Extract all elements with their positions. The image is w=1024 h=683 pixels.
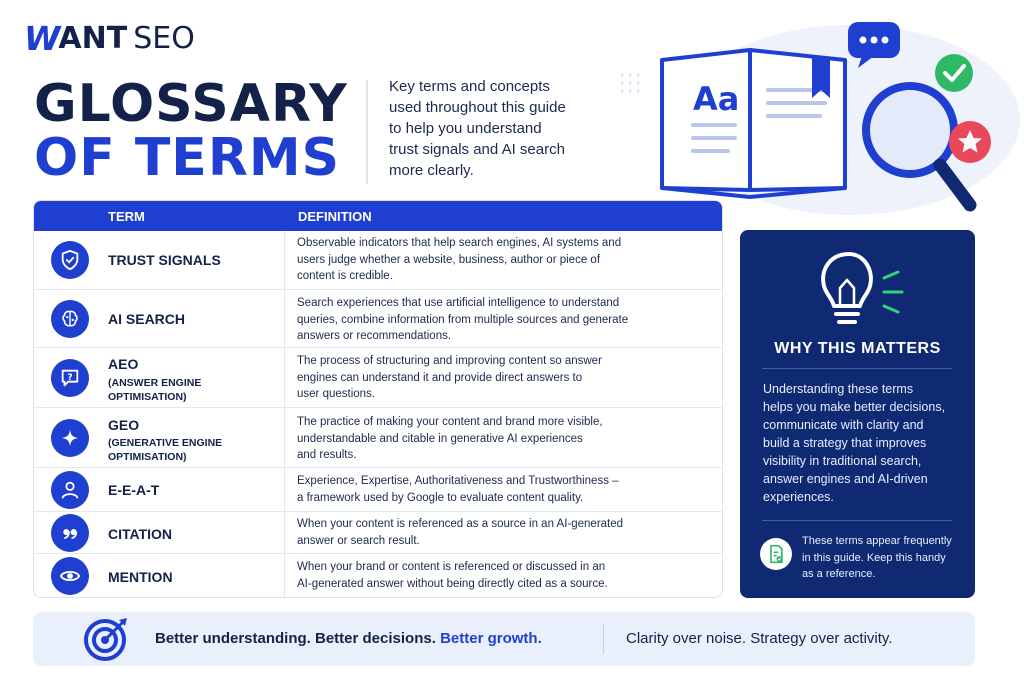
- definition-line: When your brand or content is referenced or discussed in an: [297, 561, 606, 573]
- intro-line: trust signals and AI search: [389, 141, 565, 158]
- term-definition: [297, 414, 677, 464]
- table-row: [34, 289, 723, 347]
- definition-line: and results.: [297, 449, 357, 461]
- logo-seo: SEO: [133, 20, 195, 56]
- definition-line: engines can understand it and provide direct answers to: [297, 371, 583, 384]
- hero-illustration: [600, 0, 1024, 215]
- why-note: [802, 533, 962, 583]
- glossary-table: [33, 200, 723, 598]
- why-note-line: These terms appear frequently: [802, 535, 952, 547]
- question-bubble-icon: [51, 359, 89, 397]
- definition-line: content is credible.: [297, 270, 393, 282]
- term-label: TRUST SIGNALS: [108, 252, 221, 268]
- why-text-line: answer engines and AI-driven: [763, 472, 928, 486]
- term-sublabel: (GENERATIVE ENGINE OPTIMISATION): [108, 437, 223, 463]
- why-text-line: communicate with clarity and: [763, 418, 924, 432]
- intro-text: [389, 76, 599, 181]
- table-header: [34, 201, 722, 231]
- svg-text:?: ?: [67, 371, 73, 383]
- why-note-line: as a reference.: [802, 568, 876, 580]
- definition-line: queries, combine information from multiple sources and generate: [297, 313, 629, 326]
- term-definition: [297, 473, 677, 506]
- term-label: CITATION: [108, 526, 173, 542]
- footer-slogan-highlight: Better growth.: [440, 630, 542, 647]
- definition-line: answer or search result.: [297, 534, 420, 547]
- definition-line: understandable and citable in generative AI experiences: [297, 432, 583, 445]
- footer-slogan-main: Better understanding. Better decisions.: [155, 630, 441, 647]
- why-text-line: Understanding these terms: [763, 382, 914, 396]
- why-text-line: visibility in traditional search,: [763, 454, 922, 468]
- term-definition: [297, 559, 677, 592]
- table-row: [34, 511, 723, 553]
- footer-tagline: Clarity over noise. Strategy over activity.: [626, 630, 893, 647]
- definition-line: Search experiences that use artificial intelligence to understand: [297, 297, 620, 309]
- footer-divider: [603, 624, 604, 654]
- term-definition: [297, 516, 677, 549]
- logo-w: W: [24, 18, 59, 58]
- intro-line: used throughout this guide: [389, 99, 566, 116]
- shield-check-icon: [51, 241, 89, 279]
- definition-line: a framework used by Google to evaluate content quality.: [297, 491, 584, 504]
- term-definition: [297, 353, 677, 403]
- brand-logo: [24, 18, 195, 58]
- definition-line: When your content is referenced as a source in an AI-generated: [297, 518, 624, 530]
- logo-ant: ANT: [58, 20, 128, 56]
- eye-icon: [51, 557, 89, 595]
- definition-line: The process of structuring and improving content so answer: [297, 355, 602, 367]
- definition-line: user questions.: [297, 388, 375, 400]
- column-header-definition: DEFINITION: [298, 209, 372, 224]
- term-label: MENTION: [108, 569, 173, 585]
- check-icon: [935, 54, 973, 92]
- why-text: [763, 380, 958, 506]
- column-header-term: TERM: [108, 209, 145, 224]
- term-label: AEO: [108, 356, 139, 372]
- footer-banner: [33, 612, 975, 666]
- lightbulb-icon: [812, 248, 912, 332]
- why-text-line: experiences.: [763, 490, 834, 504]
- sparkle-icon: [51, 419, 89, 457]
- user-icon: [51, 471, 89, 509]
- why-text-line: build a strategy that improves: [763, 436, 927, 450]
- why-title: WHY THIS MATTERS: [774, 340, 941, 357]
- target-icon: [83, 616, 131, 662]
- page-title-line2: OF TERMS: [34, 128, 341, 188]
- why-divider: [762, 520, 952, 521]
- why-text-line: helps you make better decisions,: [763, 400, 946, 414]
- document-check-icon: [760, 538, 792, 570]
- table-row: [34, 467, 723, 511]
- definition-line: The practice of making your content and brand more visible,: [297, 416, 603, 428]
- why-divider: [762, 368, 952, 369]
- why-note-line: in this guide. Keep this handy: [802, 551, 946, 564]
- term-definition: [297, 235, 677, 285]
- header-divider: [366, 80, 368, 184]
- star-icon: [949, 121, 991, 163]
- table-row: [34, 553, 723, 597]
- definition-line: answers or recommendations.: [297, 330, 452, 342]
- table-row: [34, 231, 723, 289]
- why-this-matters-panel: [740, 230, 975, 598]
- definition-line: Observable indicators that help search engines, AI systems and: [297, 237, 622, 249]
- definition-line: Experience, Expertise, Authoritativeness and Trustworthiness –: [297, 475, 619, 487]
- quote-icon: [51, 514, 89, 552]
- term-label: E-E-A-T: [108, 482, 160, 498]
- intro-line: more clearly.: [389, 162, 474, 179]
- book-label: Aa: [693, 80, 740, 118]
- table-row: [34, 347, 723, 407]
- term-label: GEO: [108, 417, 140, 433]
- term-definition: [297, 295, 677, 345]
- page-title-line1: GLOSSARY: [34, 74, 348, 134]
- intro-line: Key terms and concepts: [389, 78, 550, 95]
- term-label: AI SEARCH: [108, 311, 186, 327]
- definition-line: users judge whether a website, business, author or piece of: [297, 253, 601, 266]
- open-book-icon: [662, 50, 845, 197]
- term-sublabel: (ANSWER ENGINE OPTIMISATION): [108, 377, 202, 403]
- table-row: [34, 407, 723, 467]
- intro-line: to help you understand: [389, 120, 542, 137]
- definition-line: AI-generated answer without being directly cited as a source.: [297, 577, 608, 590]
- footer-slogan: [155, 630, 542, 647]
- brain-chip-icon: [51, 300, 89, 338]
